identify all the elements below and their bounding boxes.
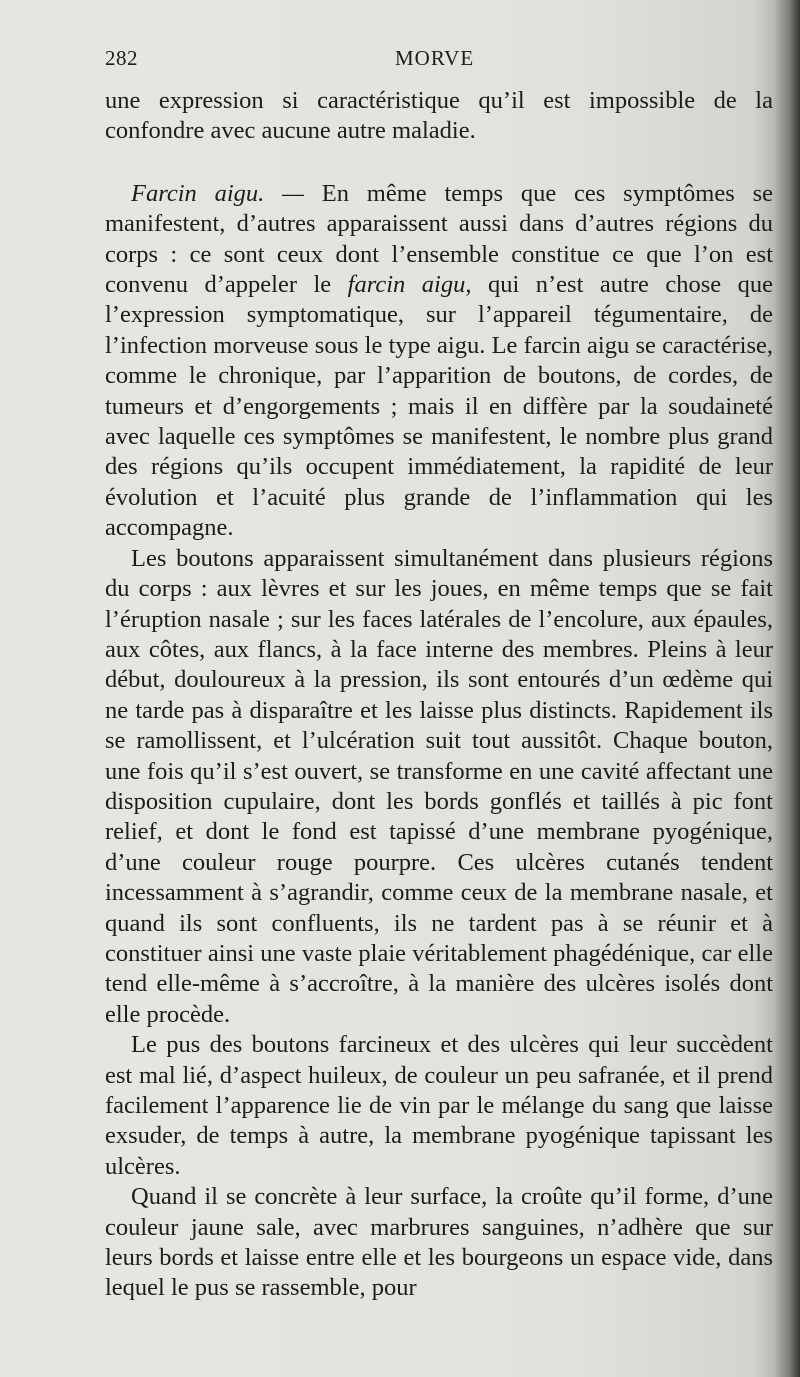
paragraph-pus: Le pus des boutons farcineux et des ulcères qui leur succèdent est mal lié, d’aspect huileux, de couleur un peu safranée, et il prend facilement l’apparence lie de vin par le mélange du sang que laisse exsuder, de temps à autre, la membrane pyogénique tapissant les ulcères. bbox=[105, 1031, 773, 1180]
paragraph-boutons: Les boutons apparaissent simultanément dans plusieurs régions du corps : aux lèvres et sur les joues, en même temps que se fait l’éruption nasale ; sur les faces latérales de l’encolure, aux épaules, aux côtes, aux flancs, à la face interne des membres. Pleins à leur début, douloureux à la pression, ils sont entourés d’un œdème qui ne tarde pas à disparaître et les laisse plus distincts. Rapidement ils se ramollissent, et l’ulcération suit tout aussitôt. Chaque bouton, une fois qu’il s’est ouvert, se transforme en une cavité affectant une disposition cupulaire, dont les bords gonflés et taillés à pic font relief, et dont le fond est tapissé d’une membrane pyogénique, d’une couleur rouge pourpre. Ces ulcères cutanés tendent incessamment à s’agrandir, comme ceux de la membrane nasale, et quand ils sont confluents, ils ne tardent pas à se réunir et à constituer ainsi une vaste plaie véritablement phagédénique, car elle tend elle-même à s’accroître, à la manière des ulcères isolés dont elle procède. bbox=[105, 544, 773, 1028]
paragraph-farcin-aigu bbox=[105, 179, 773, 544]
paragraph-text: En même temps que ces symptômes se manifestent, d’autres apparaissent aussi dans d’autres régions du corps : ce sont ceux dont l’ensemble constitue ce que l’on est convenu d’appeler le bbox=[105, 179, 773, 299]
body-text bbox=[105, 86, 773, 1304]
page-header bbox=[105, 46, 795, 76]
paragraph-text: , qui n’est autre chose que l’expression symptomatique, sur l’appareil tégumentaire, de l’infection morveuse sous le type aigu. Le farcin aigu se caractérise, comme le chronique, par l’apparition de boutons, de cordes, de tumeurs et d’engorgements ; mais il en diffère par la soudaineté avec laquelle ces symptômes se manifestent, le nombre plus grand des régions qu’ils occupent immédiatement, la rapidité de leur évolution et l’acuité plus grande de l’inflammation qui les accompagne. bbox=[105, 271, 773, 542]
italic-term: farcin aigu bbox=[347, 271, 466, 299]
paragraph-croute: Quand il se concrète à leur surface, la croûte qu’il forme, d’une couleur jaune sale, avec marbrures sanguines, n’adhère que sur leurs bords et laisse entre elle et les bourgeons un espace vide, dans lequel le pus se rassemble, pour bbox=[105, 1183, 773, 1302]
paragraph-continuation: une expression si caractéristique qu’il est impossible de la confondre avec aucune autre maladie. bbox=[105, 87, 773, 145]
page-number: 282 bbox=[105, 46, 138, 70]
running-title: MORVE bbox=[395, 46, 475, 70]
page-edge-shadow bbox=[774, 0, 800, 1377]
section-heading: Farcin aigu. — bbox=[131, 179, 304, 207]
